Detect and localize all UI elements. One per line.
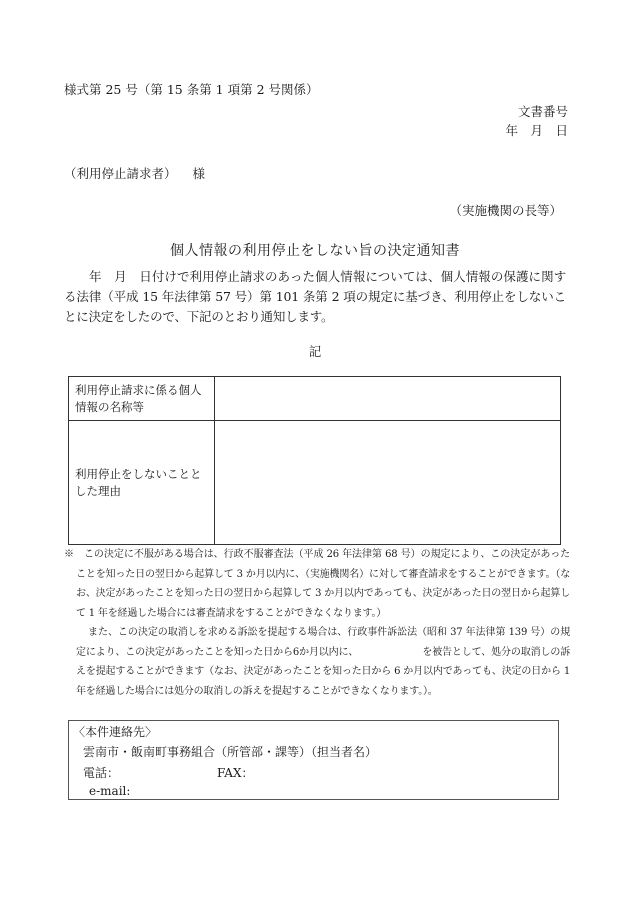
reason-label: 利用停止をしないこととした理由	[69, 421, 215, 545]
ki-heading: 記	[308, 344, 322, 359]
notice-body: 年 月 日付けで利用停止請求のあった個人情報については、個人情報の保護に関する法律（平成 15 年法律第 57 号）第 101 条第 2 項の規定に基づき、利用停止をしないことに決定をしたので、下記のとおり通知します。	[64, 269, 566, 324]
table-row	[69, 377, 561, 421]
recipient-label: （利用停止請求者）	[64, 166, 177, 181]
honorific: 様	[192, 166, 206, 181]
document-number-label: 文書番号	[517, 104, 568, 119]
details-table	[68, 376, 561, 545]
appeal-note: ※ この決定に不服がある場合は、行政不服審査法（平成 26 年法律第 68 号）の規定により、この決定があったことを知った日の翌日から起算して 3 か月以内に、（実施機関名）に対して審査請求をすることができます。（なお、決定があったことを知った日の翌日から起算して 3 か月以内であっても、決定があった日の翌日から起算して 1 年を経過した場合には審査請求をすることができなくなります。）	[64, 549, 570, 619]
info-name-value	[215, 377, 561, 421]
form-number: 様式第 25 号（第 15 条第 1 項第 2 号関係）	[64, 82, 319, 97]
lawsuit-note-part2: を被告として、処分の取消しの訴えを提起することができます（なお、決定があったことを知った日から 6 か月以内であっても、決定の日から 1 年を経過した場合には処分の取消しの訴えを提起することができなくなります。）。	[76, 646, 570, 697]
issuer-label: （実施機関の長等）	[449, 203, 562, 218]
reason-value	[215, 421, 561, 545]
contact-org: 雲南市・飯南町事務組合（所管部・課等）（担当者名）	[83, 745, 378, 759]
fax-label: FAX：	[217, 766, 254, 780]
lawsuit-note	[64, 623, 570, 701]
lawsuit-note-part1: また、この決定の取消しを求める訴訟を提起する場合は、行政事件訴訟法（昭和 37 年法律第 139 号）の規定により、この決定があったことを知った日から6か月以内に、	[76, 627, 570, 658]
notes-section	[64, 545, 570, 701]
email-label: e-mail:	[89, 784, 131, 798]
table-row	[69, 421, 561, 545]
contact-box	[68, 720, 559, 800]
info-name-label: 利用停止請求に係る個人情報の名称等	[69, 377, 215, 421]
date-label: 年 月 日	[505, 123, 568, 138]
tel-label: 電話：	[83, 766, 120, 780]
document-title: 個人情報の利用停止をしない旨の決定通知書	[170, 243, 460, 259]
contact-header: 〈本件連絡先〉	[73, 725, 158, 739]
recipient-line	[64, 164, 205, 182]
